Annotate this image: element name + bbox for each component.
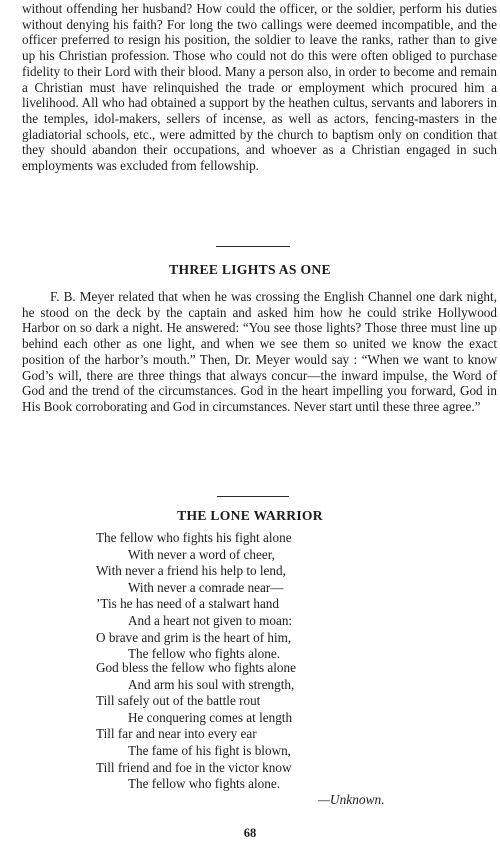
poem-stanza-2 bbox=[96, 660, 496, 793]
poem-signature: —Unknown. bbox=[318, 792, 385, 807]
poem-line: And arm his soul with strength, bbox=[128, 676, 295, 692]
intro-paragraph: without offending her husband? How could the officer, or the soldier, perform his duties without denying his faith? For long the two callings were deemed incompatible, and the officer preferred to resign his position, the soldier to leave the ranks, rather than to give up his Christian profession. Those who could not do this were often obliged to purchase fidelity to their Lord with their blood. Many a person also, in order to become and remain a Christian must have relinquished the trade or employment which procured him a livelihood. All who had obtained a support by the heathen cultus, servants and laborers in the temples, idol-makers, sellers of incense, as well as actors, fencing-masters in the gladiatorial schools, etc., were admitted by the church to baptism only on condition that they should abandon their occupations, and whoever as a Christian engaged in such employments was excluded from fellowship. bbox=[22, 1, 497, 174]
page-number: 68 bbox=[243, 826, 257, 840]
poem-line: The fellow who fights alone. bbox=[128, 646, 280, 662]
section-divider-2 bbox=[217, 496, 289, 497]
poem-line: He conquering comes at length bbox=[128, 709, 293, 725]
poem-line: Till far and near into every ear bbox=[96, 726, 257, 742]
poem-line: With never a friend his help to lend, bbox=[96, 563, 286, 579]
poem-line: The fellow who fights alone. bbox=[128, 776, 280, 792]
section-heading-lone-warrior: THE LONE WARRIOR bbox=[177, 508, 323, 523]
section-heading-three-lights: THREE LIGHTS AS ONE bbox=[169, 262, 331, 277]
poem-line: ’Tis he has need of a stalwart hand bbox=[96, 596, 279, 612]
poem-line: With never a comrade near— bbox=[128, 579, 284, 595]
poem-line: The fame of his fight is blown, bbox=[128, 742, 291, 758]
poem-stanza-1 bbox=[96, 530, 496, 663]
poem-line: And a heart not given to moan: bbox=[128, 612, 293, 628]
section-divider-1 bbox=[216, 246, 290, 247]
poem-line: Till friend and foe in the victor know bbox=[96, 759, 292, 775]
three-lights-paragraph: F. B. Meyer related that when he was crossing the English Channel one dark night, he stood on the deck by the captain and asked him how he could strike Hollywood Harbor on so dark a night. He answered: “You see those lights? Those three must line up behind each other as one light, and when we see them so united we know the exact position of the harbor’s mouth.” Then, Dr. Meyer would say : “When we want to know God’s will, there are three things that always concur—the inward impulse, the Word of God and the trend of the circumstances. God in the heart impelling you forward, God in His Book corroborating and God in circumstances. Never start until these three agree.” bbox=[22, 289, 497, 414]
poem-line: The fellow who fights his fight alone bbox=[96, 530, 292, 545]
poem-line: God bless the fellow who fights alone bbox=[96, 660, 296, 675]
poem-line: Till safely out of the battle rout bbox=[96, 693, 261, 709]
poem-line: With never a word of cheer, bbox=[128, 546, 275, 562]
poem-line: O brave and grim is the heart of him, bbox=[96, 629, 292, 645]
